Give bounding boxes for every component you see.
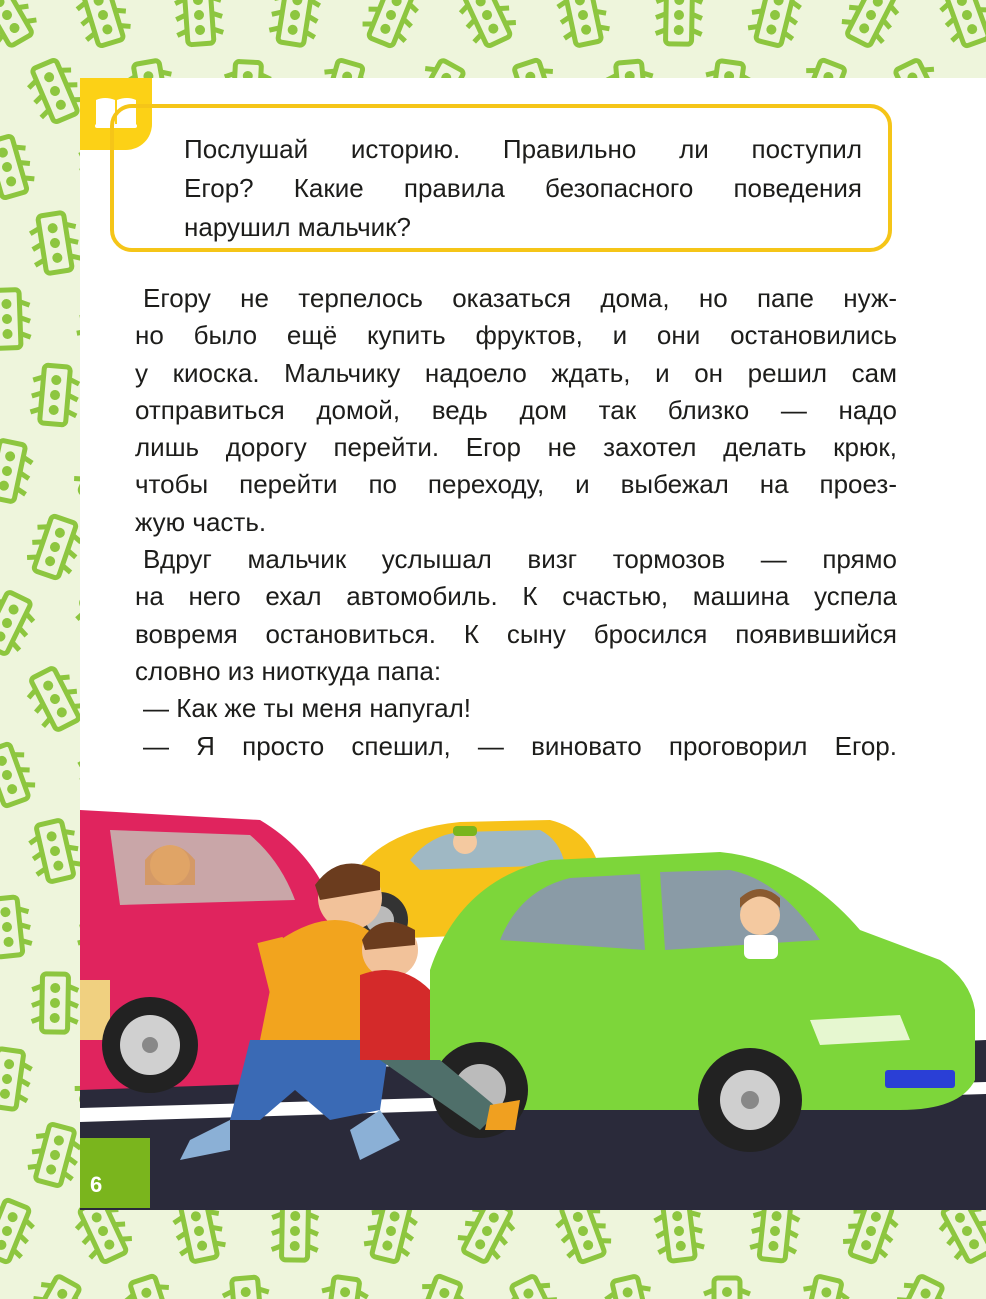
story-line: лишь дорогу перейти. Егор не захотел делать крюк, <box>135 432 897 463</box>
traffic-light-icon <box>0 733 44 817</box>
traffic-light-icon <box>0 126 43 208</box>
story-line: отправиться домой, ведь дом так близко — надо <box>135 394 897 425</box>
traffic-light-icon <box>0 580 47 667</box>
traffic-light-icon <box>700 1272 754 1299</box>
traffic-light-icon <box>311 1269 374 1299</box>
task-line: нарушил мальчик? <box>184 212 411 242</box>
task-line: Егор? Какие правила безопасного поведения <box>184 173 862 203</box>
traffic-light-icon <box>549 0 616 55</box>
story-line: жую часть. <box>135 506 267 537</box>
traffic-light-icon <box>115 1265 188 1299</box>
traffic-light-icon <box>831 0 911 58</box>
traffic-light-icon <box>930 0 986 57</box>
traffic-light-icon <box>0 1041 39 1118</box>
traffic-light-icon <box>0 283 35 355</box>
task-text <box>184 130 862 247</box>
traffic-light-icon <box>21 811 89 891</box>
traffic-light-icon <box>23 204 87 282</box>
traffic-light-icon <box>0 1188 45 1273</box>
story-line: Егору не терпелось оказаться дома, но папе нуж- <box>143 283 897 313</box>
traffic-light-icon <box>401 1265 476 1299</box>
traffic-light-icon <box>0 889 38 964</box>
story-line: у киоска. Мальчику надоело ждать, и он решил сам <box>135 357 897 388</box>
page-number: 6 <box>90 1172 103 1197</box>
traffic-light-icon <box>170 0 229 52</box>
traffic-light-icon <box>789 1267 857 1299</box>
traffic-light-icon <box>740 0 809 55</box>
story-line: Вдруг мальчик услышал визг тормозов — прямо <box>143 544 897 575</box>
story-line: словно из ниоткуда папа: <box>135 655 442 686</box>
traffic-light-icon <box>25 358 85 432</box>
traffic-light-icon <box>651 0 706 50</box>
traffic-light-icon <box>597 1267 665 1299</box>
story-line: — Как же ты меня напугал! <box>143 693 471 724</box>
traffic-light-icon <box>67 0 139 56</box>
task-box <box>110 104 892 252</box>
traffic-light-icon <box>263 0 327 54</box>
story-line: чтобы перейти по переходу, и выбежал на проез- <box>135 469 897 500</box>
story-text <box>135 280 897 765</box>
story-line: на него ехал автомобиль. К счастью, машина успела <box>135 581 897 612</box>
traffic-light-icon <box>448 0 527 58</box>
traffic-light-icon <box>27 968 82 1039</box>
road-illustration <box>80 790 986 1210</box>
page-number-badge <box>80 1138 150 1208</box>
traffic-light-icon <box>217 1270 277 1299</box>
traffic-light-icon <box>14 1263 95 1299</box>
traffic-light-icon <box>879 1264 958 1299</box>
story-line: вовремя остановиться. К сыну бросился появившийся <box>135 618 897 649</box>
task-line: Послушай историю. Правильно ли поступил <box>184 134 862 164</box>
story-line: но было ещё купить фруктов, и они остановились <box>135 320 897 351</box>
traffic-light-icon <box>0 431 41 511</box>
story-line: — Я просто спешил, — виновато проговорил Егор. <box>143 730 897 761</box>
traffic-light-icon <box>0 0 48 59</box>
traffic-light-icon <box>495 1264 574 1299</box>
traffic-light-icon <box>353 0 429 58</box>
